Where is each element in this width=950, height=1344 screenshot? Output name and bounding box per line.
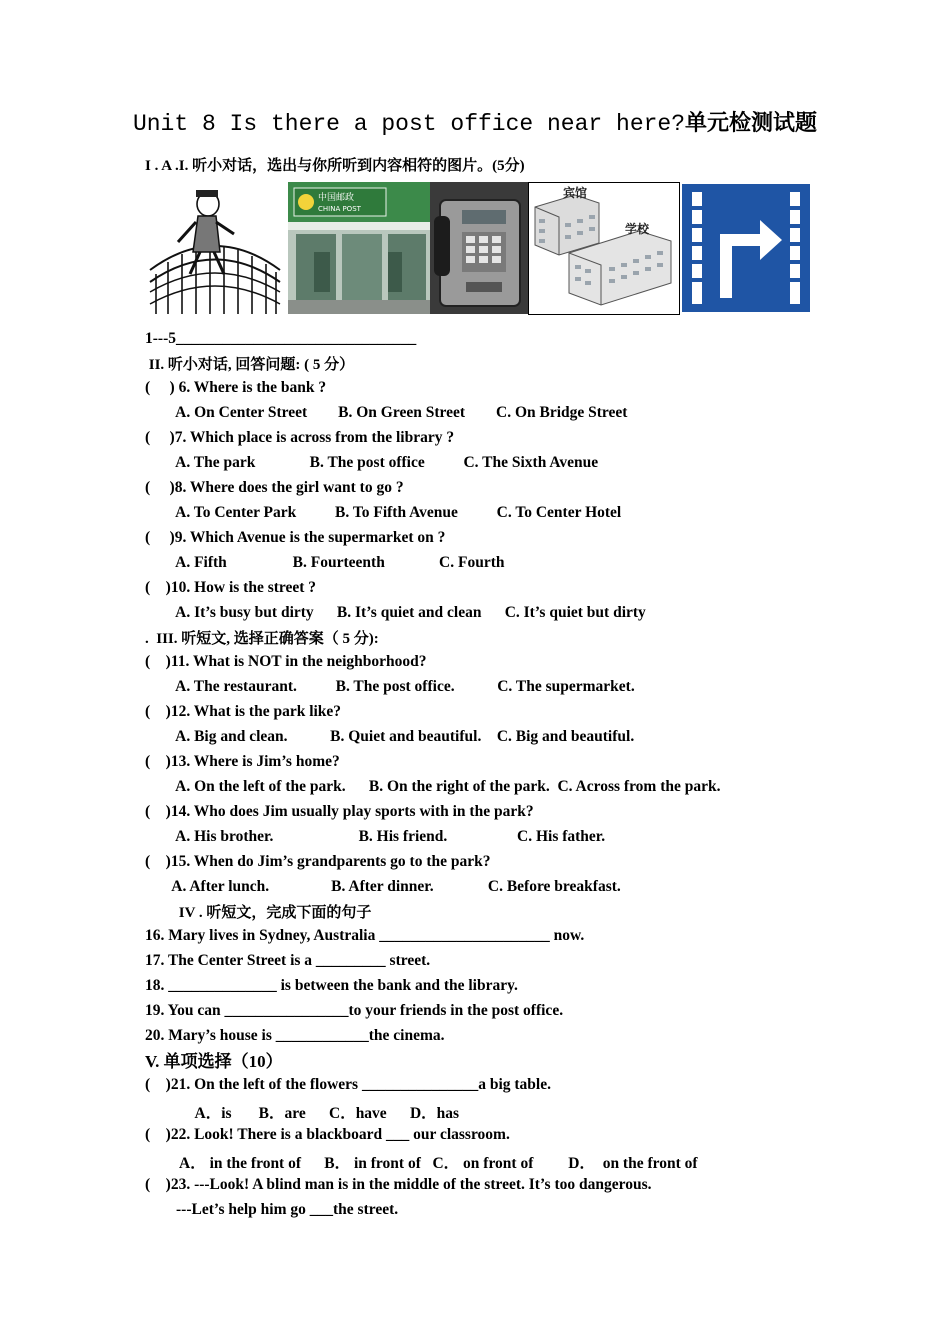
picture-public-phone	[430, 182, 528, 314]
question-23-dialogue: ---Let’s help him go ___the street.	[145, 1201, 399, 1218]
section-4-heading: IV . 听短文，完成下面的句子	[145, 905, 372, 921]
section-3-heading: . III. 听短文, 选择正确答案（ 5 分):	[145, 631, 379, 647]
picture-post-office	[288, 182, 430, 314]
post-sign-chinese: 中国邮政	[318, 193, 355, 203]
question-19: 19. You can ________________to your friends in the post office.	[145, 1002, 564, 1019]
question-13-options: A. On the left of the park. B. On the right of the park. C. Across from the park.	[145, 778, 721, 795]
question-11-options: A. The restaurant. B. The post office. C. The supermarket.	[145, 678, 635, 695]
question-18: 18. ______________ is between the bank and the library.	[145, 977, 518, 994]
question-6-options: A. On Center Street B. On Green Street C. On Bridge Street	[145, 404, 628, 421]
question-8-options: A. To Center Park B. To Fifth Avenue C. To Center Hotel	[145, 504, 622, 521]
question-10-options: A. It’s busy but dirty B. It’s quiet and clean C. It’s quiet but dirty	[145, 604, 646, 621]
title-chinese: 单元检测试题	[685, 111, 818, 136]
school-label: 学校	[625, 222, 650, 236]
question-12-options: A. Big and clean. B. Quiet and beautiful. C. Big and beautiful.	[145, 728, 635, 745]
question-21-options: A．is B．are C．have D．has	[145, 1105, 460, 1122]
question-9: ( )9. Which Avenue is the supermarket on ?	[145, 529, 446, 546]
question-11: ( )11. What is NOT in the neighborhood?	[145, 653, 427, 670]
answer-line-1-5: 1---5_______________________________	[145, 330, 417, 347]
question-15: ( )15. When do Jim’s grandparents go to the park?	[145, 853, 491, 870]
page-title	[0, 106, 950, 137]
question-9-options: A. Fifth B. Fourteenth C. Fourth	[145, 554, 505, 571]
question-8: ( )8. Where does the girl want to go ?	[145, 479, 404, 496]
question-13: ( )13. Where is Jim’s home?	[145, 753, 340, 770]
question-16: 16. Mary lives in Sydney, Australia ______________________ now.	[145, 927, 585, 944]
question-6: ( ) 6. Where is the bank ?	[145, 379, 327, 396]
question-14: ( )14. Who does Jim usually play sports with in the park?	[145, 803, 534, 820]
question-22: ( )22. Look! There is a blackboard ___ our classroom.	[145, 1126, 510, 1143]
question-23: ( )23. ---Look! A blind man is in the middle of the street. It’s too dangerous.	[145, 1176, 652, 1193]
section-2-heading: II. 听小对话, 回答问题: ( 5 分）	[145, 357, 355, 373]
question-17: 17. The Center Street is a _________ street.	[145, 952, 431, 969]
picture-turn-right-sign	[680, 182, 812, 314]
section-1-heading: I . A .I. 听小对话，选出与你所听到内容相符的图片。(5分)	[145, 158, 525, 174]
question-14-options: A. His brother. B. His friend. C. His father.	[145, 828, 606, 845]
section-5-heading: V. 单项选择（10）	[145, 1052, 283, 1071]
hotel-label: 宾馆	[563, 186, 588, 200]
question-22-options: A． in the front of B． in front of C． on front of D． on the front of	[145, 1155, 698, 1172]
question-7: ( )7. Which place is across from the library ?	[145, 429, 455, 446]
question-20: 20. Mary’s house is ____________the cinema.	[145, 1027, 445, 1044]
title-english: Unit 8 Is there a post office near here?	[132, 111, 686, 137]
question-7-options: A. The park B. The post office C. The Sixth Avenue	[145, 454, 599, 471]
picture-hotel-school	[528, 182, 680, 315]
question-12: ( )12. What is the park like?	[145, 703, 342, 720]
question-15-options: A. After lunch. B. After dinner. C. Before breakfast.	[145, 878, 621, 895]
post-sign-english: CHINA POST	[318, 205, 361, 213]
question-21: ( )21. On the left of the flowers _______________a big table.	[145, 1076, 551, 1093]
question-10: ( )10. How is the street ?	[145, 579, 317, 596]
picture-bridge	[148, 182, 282, 314]
